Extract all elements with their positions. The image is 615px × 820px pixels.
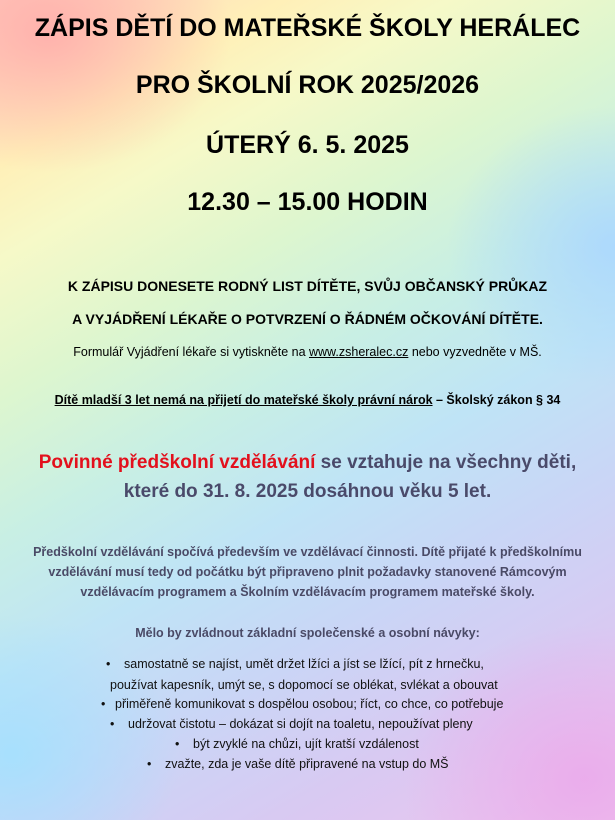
- preschool-text-line-3: vzdělávacím programem a Školním vzdělávacím programem mateřské školy.: [80, 585, 535, 599]
- title-date: ÚTERÝ 6. 5. 2025: [206, 131, 409, 159]
- legal-note: [0, 393, 615, 407]
- mandatory-line-2: které do 31. 8. 2025 dosáhnou věku 5 let.: [123, 481, 492, 502]
- mandatory-rest: se vztahuje na všechny děti,: [315, 452, 577, 473]
- skills-heading: Mělo by zvládnout základní společenské a osobní návyky:: [135, 626, 480, 640]
- documents-line-1: K ZÁPISU DONESETE RODNÝ LIST DÍTĚTE, SVŮJ OBČANSKÝ PRŮKAZ: [67, 278, 548, 294]
- bullet-icon: •: [175, 737, 180, 751]
- bullet-icon: •: [110, 717, 115, 731]
- skill-item: • samostatně se najíst, umět držet lžíci a jíst se lžící, pít z hrnečku,: [106, 657, 484, 671]
- form-note-before: Formulář Vyjádření lékaře si vytiskněte na: [73, 345, 309, 359]
- skill-item-continued: používat kapesník, umýt se, s dopomocí se oblékat, svlékat a obouvat: [110, 678, 498, 692]
- skill-item: • být zvyklé na chůzi, ujít kratší vzdálenost: [175, 737, 419, 751]
- preschool-text-line-2: vzdělávání musí tedy od počátku být připraveno plnit požadavky stanovené Rámcovým: [48, 565, 567, 579]
- skill-item: • přiměřeně komunikovat s dospělou osobou; říct, co chce, co potřebuje: [101, 697, 504, 711]
- bullet-icon: •: [106, 657, 111, 671]
- title-time: 12.30 – 15.00 HODIN: [187, 188, 428, 216]
- mandatory-highlight: Povinné předškolní vzdělávání: [38, 452, 316, 473]
- skill-item: • udržovat čistotu – dokázat si dojít na toaletu, nepoužívat pleny: [110, 717, 473, 731]
- bullet-icon: •: [147, 757, 152, 771]
- title-school-year: PRO ŠKOLNÍ ROK 2025/2026: [135, 71, 480, 99]
- preschool-text-line-1: Předškolní vzdělávání spočívá především ve vzdělávací činnosti. Dítě přijaté k předškolnímu: [33, 545, 582, 559]
- documents-line-2: A VYJÁDŘENÍ LÉKAŘE O POTVRZENÍ O ŘÁDNÉM OČKOVÁNÍ DÍTĚTE.: [72, 311, 543, 327]
- form-note-after: nebo vyzvedněte v MŠ.: [408, 345, 542, 359]
- school-website-link[interactable]: www.zsheralec.cz: [309, 345, 409, 359]
- mandatory-line-1: [0, 452, 615, 474]
- skill-item: • zvažte, zda je vaše dítě připravené na vstup do MŠ: [147, 757, 449, 771]
- form-note: [0, 345, 615, 359]
- bullet-icon: •: [101, 697, 106, 711]
- title-enrollment: ZÁPIS DĚTÍ DO MATEŘSKÉ ŠKOLY HERÁLEC: [34, 14, 581, 42]
- legal-note-law: – Školský zákon § 34: [432, 393, 561, 407]
- legal-note-claim: Dítě mladší 3 let nemá na přijetí do mateřské školy právní nárok: [54, 393, 433, 407]
